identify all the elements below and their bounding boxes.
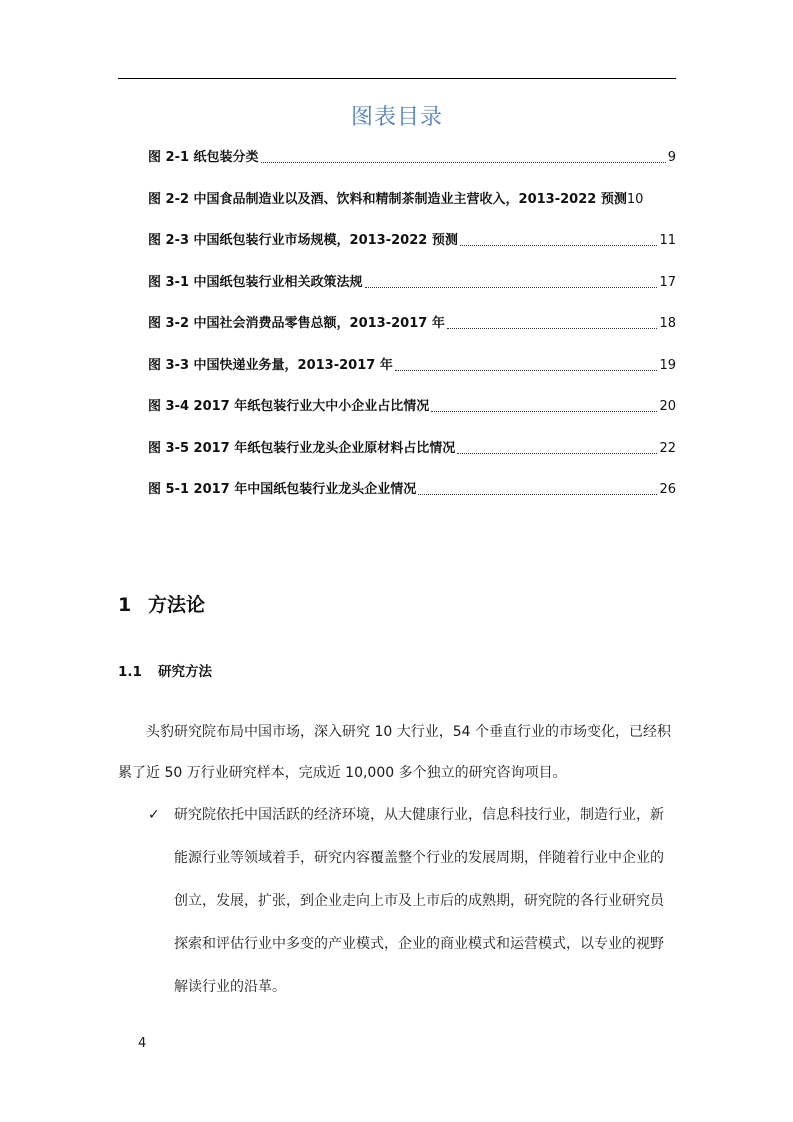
toc-list (148, 148, 676, 522)
toc-leader-dots (418, 480, 657, 495)
toc-leader-dots (365, 273, 658, 288)
toc-entry-label: 图 3-3 中国快递业务量，2013-2017 年 (148, 357, 393, 373)
toc-entry-page: 19 (659, 357, 676, 373)
toc-entry[interactable] (148, 356, 676, 398)
toc-entry[interactable] (148, 273, 676, 315)
bullet-item (148, 794, 676, 1009)
subsection-number: 1.1 (118, 664, 142, 680)
toc-entry[interactable] (148, 439, 676, 481)
toc-entry-label: 图 2-1 纸包装分类 (148, 150, 259, 165)
toc-entry-label: 图 3-1 中国纸包装行业相关政策法规 (148, 274, 363, 290)
toc-entry[interactable] (148, 397, 676, 439)
header-rule (118, 78, 676, 79)
toc-entry-page: 22 (659, 440, 676, 456)
toc-entry[interactable] (148, 190, 676, 232)
toc-entry-page: 9 (667, 150, 676, 165)
toc-entry-label: 图 3-5 2017 年纸包装行业龙头企业原材料占比情况 (148, 440, 456, 456)
toc-entry[interactable] (148, 231, 676, 273)
toc-entry-label: 图 3-4 2017 年纸包装行业大中小企业占比情况 (148, 399, 430, 414)
toc-entry-label: 图 2-3 中国纸包装行业市场规模，2013-2022 预测 (148, 233, 458, 248)
toc-entry[interactable] (148, 148, 676, 190)
toc-entry-page: 11 (659, 233, 676, 248)
toc-entry-page: 26 (659, 482, 676, 497)
toc-leader-dots (261, 148, 666, 163)
section-title: 方法论 (148, 594, 206, 616)
subsection-heading (118, 660, 212, 680)
toc-leader-dots (395, 356, 658, 371)
toc-leader-dots (431, 397, 657, 412)
section-number: 1 (118, 594, 132, 616)
toc-entry-label: 图 5-1 2017 年中国纸包装行业龙头企业情况 (148, 482, 417, 497)
toc-entry-label: 图 3-2 中国社会消费品零售总额，2013-2017 年 (148, 316, 445, 331)
toc-leader-dots (460, 231, 658, 246)
toc-entry-label: 图 2-2 中国食品制造业以及酒、饮料和精制茶制造业主营收入，2013-2022 预测 (148, 191, 627, 207)
toc-entry[interactable] (148, 480, 676, 522)
toc-leader-dots (447, 314, 658, 329)
section-heading (118, 590, 205, 617)
toc-entry-page: 18 (659, 316, 676, 331)
toc-entry-page: 10 (626, 191, 644, 207)
toc-entry-page: 20 (659, 399, 676, 414)
page-number: 4 (138, 1036, 147, 1051)
checkmark-icon: ✓ (148, 807, 160, 823)
toc-title: 图表目录 (350, 105, 443, 130)
subsection-title: 研究方法 (158, 664, 212, 680)
bullet-text: 研究院依托中国活跃的经济环境，从大健康行业，信息科技行业，制造行业，新能源行业等领域着手，研究内容覆盖整个行业的发展周期，伴随着行业中企业的创立，发展，扩张，到企业走向上市及上市后的成熟期，研究院的各行业研究员探索和评估行业中多变的产业模式，企业的商业模式和运营模式，以专业的视野解读行业的沿革。 (174, 807, 664, 995)
body-paragraph: 头豹研究院布局中国市场，深入研究 10 大行业，54 个垂直行业的市场变化，已经积累了近 50 万行业研究样本，完成近 10,000 多个独立的研究咨询项目。 (118, 724, 671, 781)
toc-entry[interactable] (148, 314, 676, 356)
toc-leader-dots (457, 439, 657, 454)
toc-entry-page: 17 (659, 274, 676, 290)
